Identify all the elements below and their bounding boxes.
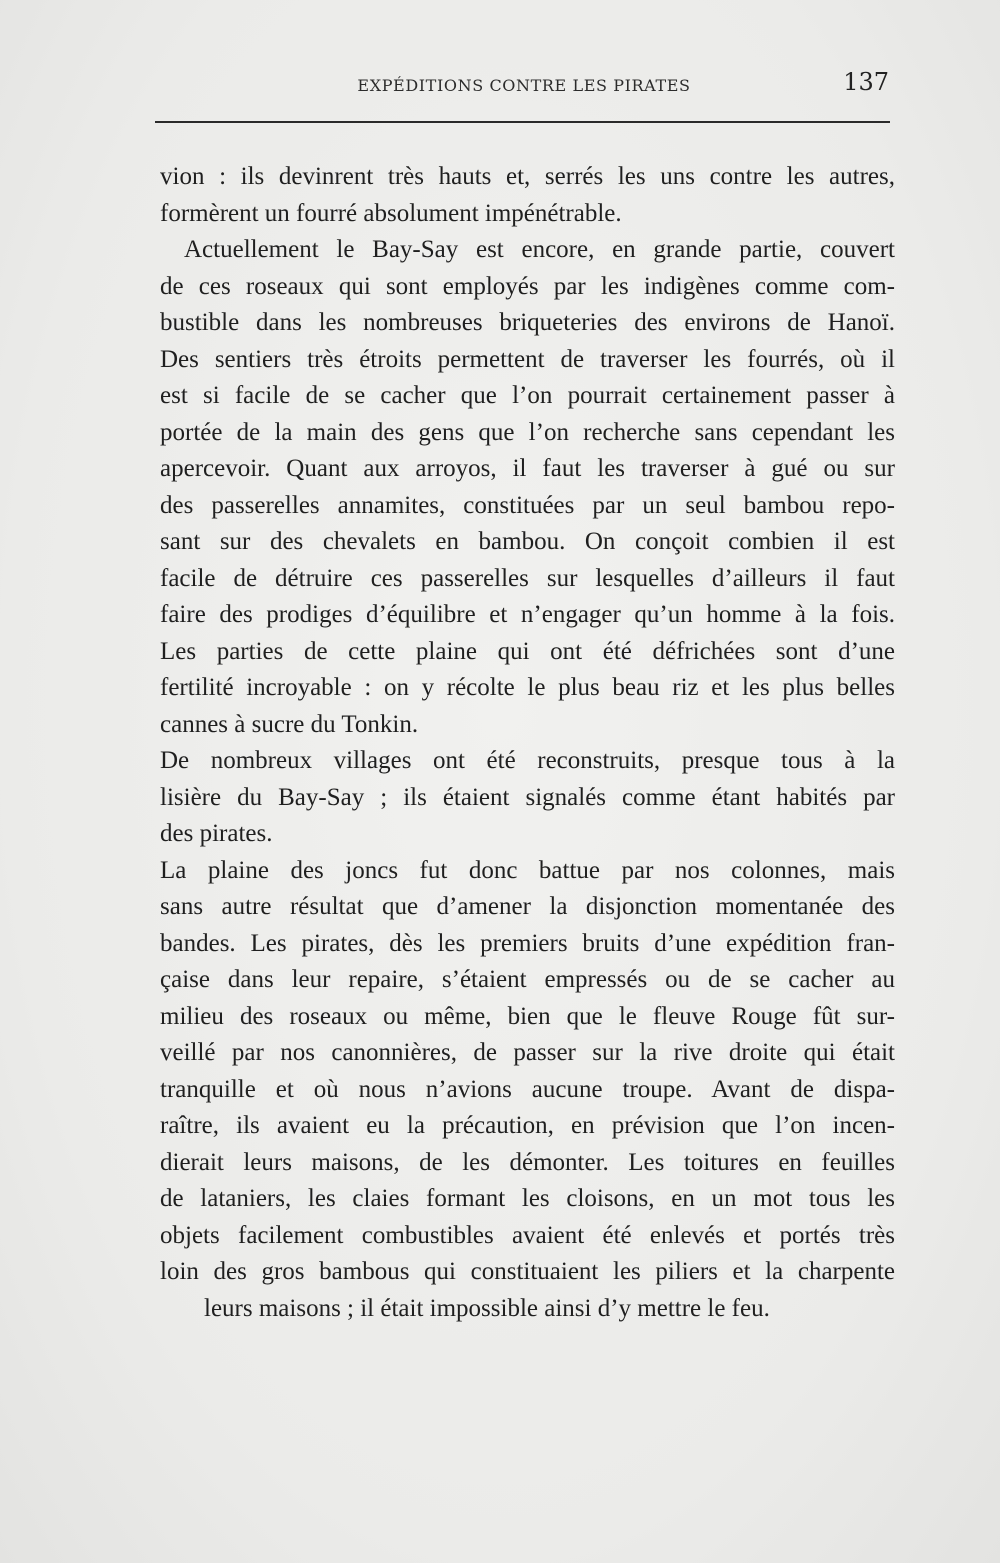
text-line: Actuellement le Bay-Say est encore, en grande partie, couvert [184, 236, 895, 263]
text-line: De nombreux villages ont été reconstruits, presque tous à la [160, 747, 895, 774]
text-line: lisière du Bay-Say ; ils étaient signalés comme étant habités par [160, 783, 895, 811]
running-head [155, 68, 893, 104]
text-line: veillé par nos canonnières, de passer sur la rive droite qui était [160, 1039, 895, 1066]
text-line: leurs maisons ; il était impossible ainsi d’y mettre le feu. [204, 1294, 770, 1322]
text-line: bustible dans les nombreuses briqueteries des environs de Hanoï. [160, 309, 895, 336]
text-line: cannes à sucre du Tonkin. [160, 710, 419, 738]
text-line: bandes. Les pirates, dès les premiers bruits d’une expédition fran- [160, 929, 895, 957]
text-line: sans autre résultat que d’amener la disjonction momentanée des [160, 893, 895, 920]
running-title: EXPÉDITIONS CONTRE LES PIRATES [357, 76, 691, 95]
text-line: sant sur des chevalets en bambou. On conçoit combien il est [160, 528, 895, 555]
text-line: vion : ils devinrent très hauts et, serrés les uns contre les autres, [160, 163, 895, 190]
text-line: facile de détruire ces passerelles sur lesquelles d’ailleurs il faut [160, 564, 895, 592]
text-line: loin des gros bambous qui constituaient les piliers et la charpente [160, 1258, 895, 1285]
text-line: Des sentiers très étroits permettent de traverser les fourrés, où il [160, 345, 895, 373]
text-line: Les parties de cette plaine qui ont été défrichées sont d’une [160, 637, 895, 665]
text-line: apercevoir. Quant aux arroyos, il faut les traverser à gué ou sur [160, 455, 895, 482]
text-line: portée de la main des gens que l’on recherche sans cependant les [160, 418, 895, 446]
text-line: faire des prodiges d’équilibre et n’engager qu’un homme à la fois. [160, 601, 895, 628]
text-line: des passerelles annamites, constituées par un seul bambou repo- [160, 491, 895, 519]
text-line: raître, ils avaient eu la précaution, en prévision que l’on incen- [160, 1112, 895, 1139]
text-line: de lataniers, les claies formant les cloisons, en un mot tous les [160, 1185, 895, 1212]
text-line: çaise dans leur repaire, s’étaient empressés ou de se cacher au [160, 966, 895, 993]
page-number: 137 [843, 68, 889, 96]
text-line: formèrent un fourré absolument impénétrable. [160, 199, 622, 227]
text-line: de ces roseaux qui sont employés par les indigènes comme com- [160, 272, 895, 300]
text-line: des pirates. [160, 820, 273, 847]
text-line: tranquille et où nous n’avions aucune troupe. Avant de dispa- [160, 1075, 895, 1103]
text-line: objets facilement combustibles avaient été enlevés et portés très [160, 1221, 895, 1249]
body-text [160, 159, 895, 1327]
text-line: fertilité incroyable : on y récolte le plus beau riz et les plus belles [160, 674, 895, 701]
text-line: est si facile de se cacher que l’on pourrait certainement passer à [160, 382, 895, 409]
header-rule [155, 121, 890, 123]
text-line: La plaine des joncs fut donc battue par nos colonnes, mais [160, 856, 895, 884]
text-line: dierait leurs maisons, de les démonter. Les toitures en feuilles [160, 1148, 895, 1176]
text-line: milieu des roseaux ou même, bien que le fleuve Rouge fût sur- [160, 1002, 895, 1030]
